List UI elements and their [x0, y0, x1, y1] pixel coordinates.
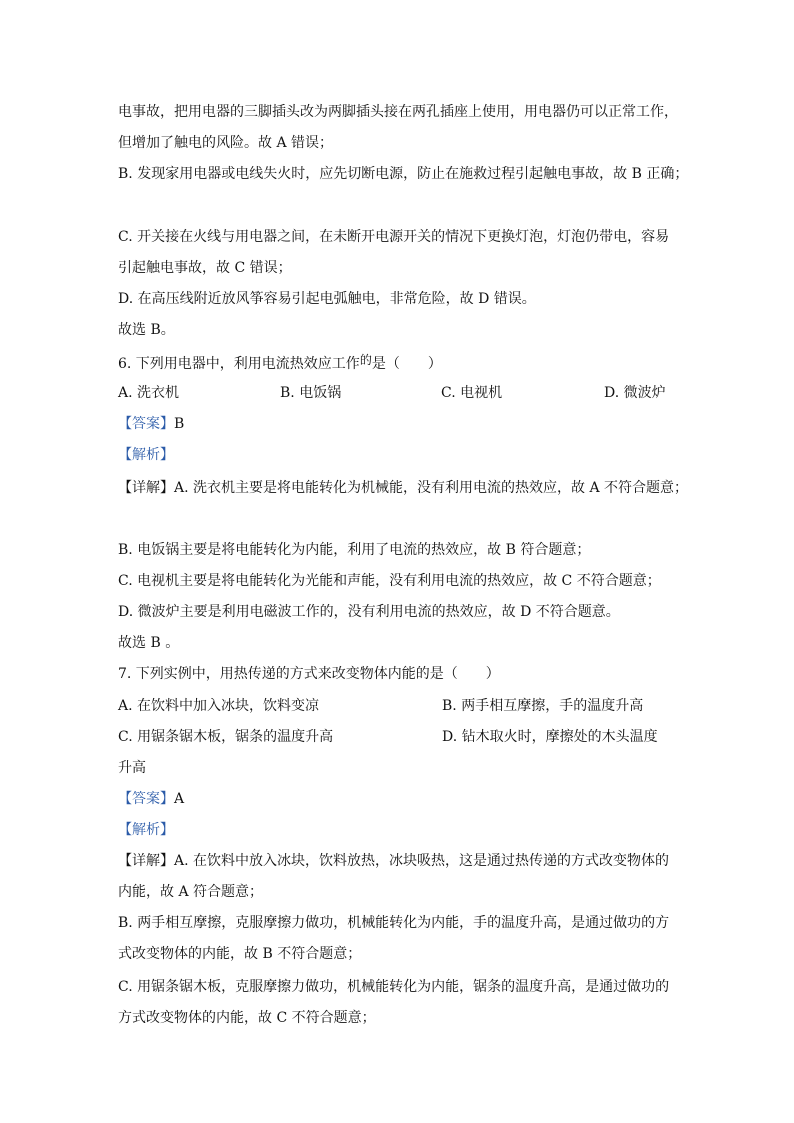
q7-detail-line: 式改变物体的内能，故 B 不符合题意；: [118, 946, 362, 962]
q6-choose: 故选 B 。: [118, 635, 180, 651]
q6-analysis-tag: 【解析】: [118, 447, 174, 463]
question-7-stem: 7. 下列实例中，用热传递的方式来改变物体内能的是（ ）: [118, 666, 500, 682]
stem-text: 6. 下列用电器中，利用电流热效应工作: [118, 356, 360, 372]
stem-text: 是（ ）: [371, 356, 442, 372]
question-6-stem: [118, 354, 442, 374]
text-line: 故选 B。: [118, 322, 175, 338]
text-line: D. 在高压线附近放风筝容易引起电弧触电，非常危险，故 D 错误。: [118, 291, 536, 307]
detail-tag: 【详解】: [118, 480, 174, 496]
q6-option-d: D. 微波炉: [604, 385, 666, 401]
answer-value: B: [174, 416, 185, 432]
text-line: B. 发现家用电器或电线失火时，应先切断电源，防止在施救过程引起触电事故，故 B 正确；: [118, 166, 689, 182]
detail-text: A. 洗衣机主要是将电能转化为机械能，没有利用电流的热效应，故 A 不符合题意；: [174, 480, 689, 496]
q7-detail-line: 内能，故 A 符合题意；: [118, 884, 264, 900]
q7-analysis-tag: 【解析】: [118, 822, 174, 838]
detail-tag: 【详解】: [118, 853, 174, 869]
text-line: 引起触电事故，故 C 错误；: [118, 260, 292, 276]
q6-detail-line: D. 微波炉主要是利用电磁波工作的，没有利用电流的热效应，故 D 不符合题意。: [118, 604, 620, 620]
q6-answer: [118, 414, 184, 434]
answer-tag: 【答案】: [118, 416, 174, 432]
q7-detail-line: 方式改变物体的内能，故 C 不符合题意；: [118, 1010, 376, 1026]
q7-answer: [118, 789, 184, 809]
q6-detail-line: [118, 478, 688, 498]
q6-option-a: A. 洗衣机: [118, 385, 180, 401]
q7-option-a: A. 在饮料中加入冰块，饮料变凉: [118, 698, 320, 714]
q7-detail-line: B. 两手相互摩擦，克服摩擦力做功，机械能转化为内能，手的温度升高，是通过做功的方: [118, 915, 670, 931]
answer-tag: 【答案】: [118, 791, 174, 807]
text-line: 但增加了触电的风险。故 A 错误；: [118, 135, 334, 151]
q6-option-b: B. 电饭锅: [280, 385, 342, 401]
q7-detail-line: C. 用锯条锯木板，克服摩擦力做功，机械能转化为内能，锯条的温度升高，是通过做功的: [118, 979, 670, 995]
q7-option-c: C. 用锯条锯木板，锯条的温度升高: [118, 729, 334, 745]
text-line: 电事故，把用电器的三脚插头改为两脚插头接在两孔插座上使用，用电器仍可以正常工作，: [118, 104, 678, 120]
q7-option-d-continued: 升高: [118, 760, 146, 776]
text-line: C. 开关接在火线与用电器之间，在未断开电源开关的情况下更换灯泡，灯泡仍带电，容易: [118, 229, 670, 245]
q7-detail-line: [118, 851, 669, 871]
q6-option-c: C. 电视机: [441, 385, 503, 401]
q7-option-d: D. 钻木取火时，摩擦处的木头温度: [442, 729, 658, 745]
stem-superscript: 的: [359, 353, 372, 367]
q6-detail-line: C. 电视机主要是将电能转化为光能和声能，没有利用电流的热效应，故 C 不符合题意；: [118, 573, 661, 589]
q7-option-b: B. 两手相互摩擦，手的温度升高: [442, 698, 644, 714]
q6-detail-line: B. 电饭锅主要是将电能转化为内能，利用了电流的热效应，故 B 符合题意；: [118, 542, 591, 558]
detail-text: A. 在饮料中放入冰块，饮料放热，冰块吸热，这是通过热传递的方式改变物体的: [174, 853, 670, 869]
answer-value: A: [174, 791, 185, 807]
